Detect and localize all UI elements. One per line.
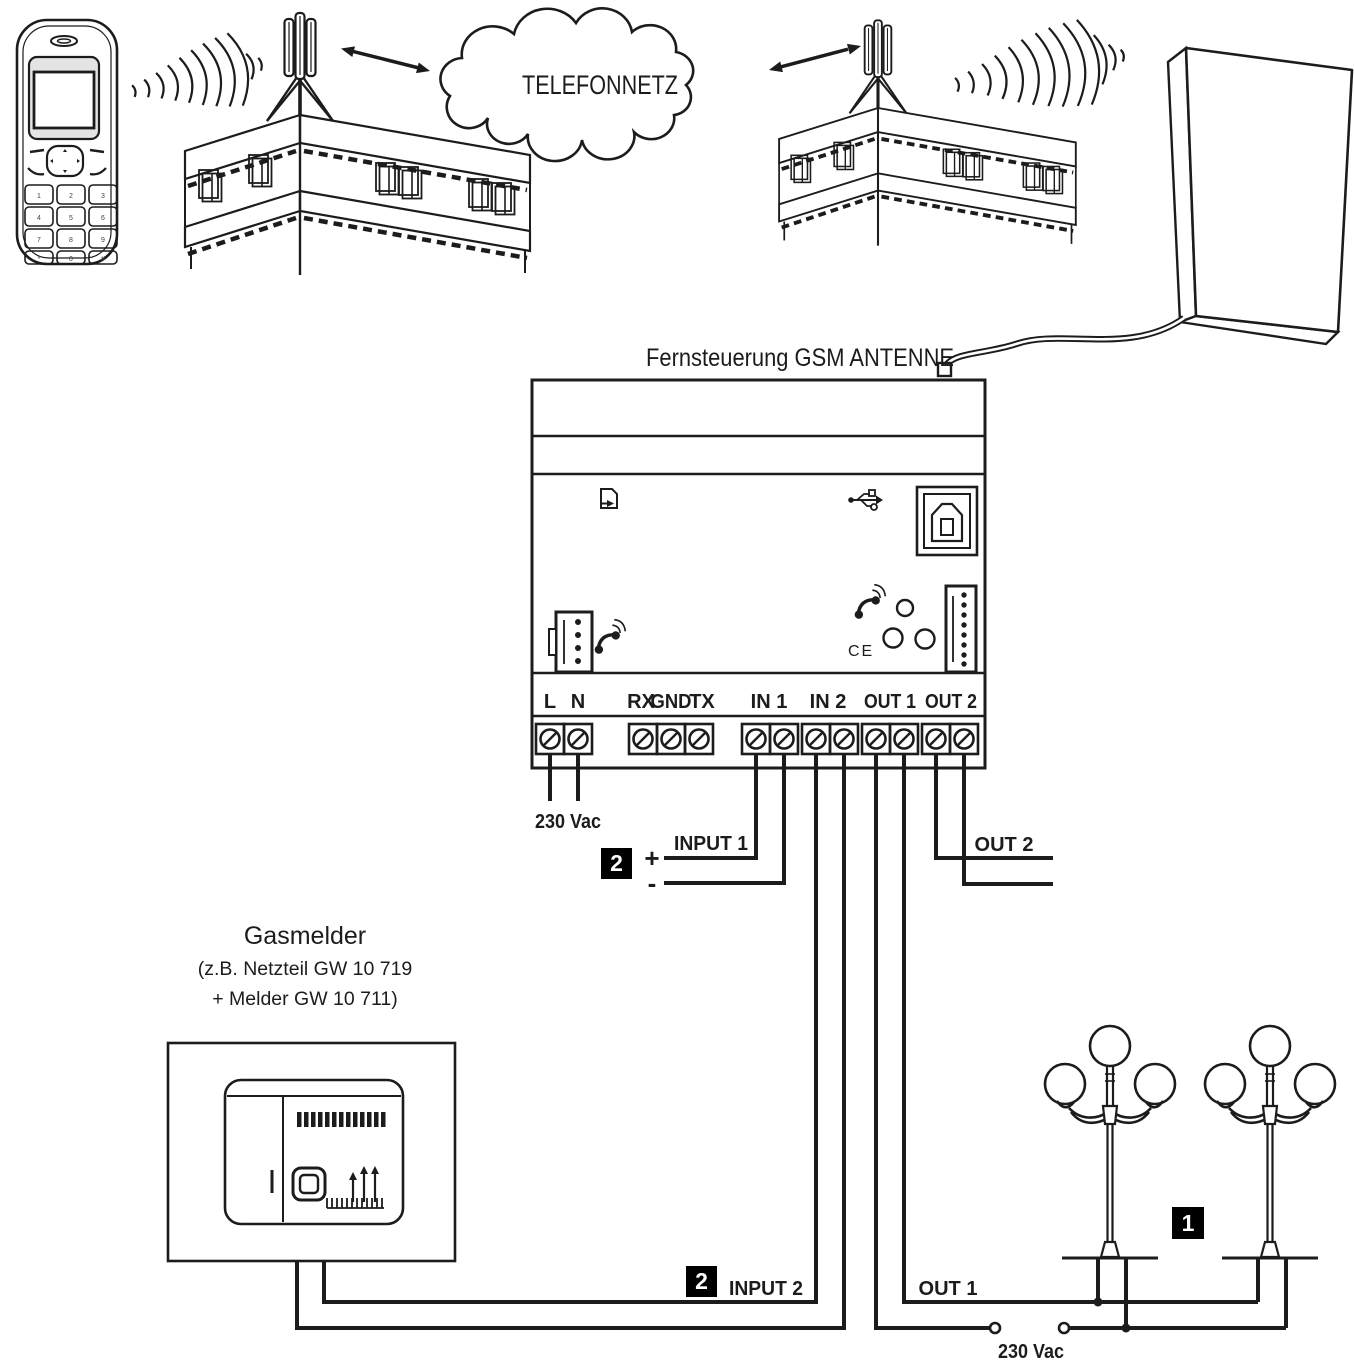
cloud-label: TELEFONNETZ	[522, 70, 678, 100]
arrow-left-cloud	[341, 46, 430, 73]
terminal-label-in1: IN 1	[750, 691, 788, 713]
out1-label: OUT 1	[918, 1278, 978, 1300]
mains-label-top: 230 Vac	[535, 811, 601, 833]
mains-contact	[990, 1323, 1000, 1333]
input1-minus-sign: -	[647, 868, 657, 898]
key-label: 3	[101, 193, 105, 200]
key-label: #	[101, 256, 105, 263]
phone-screen	[34, 72, 94, 128]
terminal-label-in2: IN 2	[809, 691, 847, 713]
mains-label-bottom: 230 Vac	[998, 1341, 1064, 1363]
terminal-label-out1: OUT 1	[864, 691, 916, 713]
out2-label: OUT 2	[974, 834, 1034, 856]
key-label: 5	[69, 215, 73, 222]
badge-input2-number: 2	[695, 1268, 708, 1294]
terminal-label-rx: RX	[627, 691, 655, 713]
badge-lamps-number: 1	[1181, 1210, 1195, 1236]
wire-out1-a	[904, 755, 1258, 1302]
badge-input1-number: 2	[610, 850, 623, 876]
radio-waves-left	[126, 28, 270, 128]
radio-waves-right	[949, 13, 1131, 127]
connector-8pin	[946, 586, 976, 672]
ce-mark: CE	[848, 643, 875, 660]
connector-4pin	[549, 612, 592, 672]
key-label: 7	[37, 237, 41, 244]
mains-contact	[1059, 1323, 1069, 1333]
wire-out1-b	[876, 755, 990, 1328]
input1-plus-sign: +	[644, 843, 660, 873]
mobile-phone	[17, 20, 117, 264]
street-lamp	[1205, 1026, 1335, 1328]
gas-detector	[168, 922, 455, 1261]
key-label: 0	[69, 256, 73, 263]
terminal-label-n: N	[570, 691, 586, 713]
key-label: 2	[69, 193, 73, 200]
key-label: 9	[101, 237, 105, 244]
key-label: 8	[69, 237, 73, 244]
gas-detector-subtitle2: + Melder GW 10 711)	[212, 988, 398, 1010]
terminal-label-out2: OUT 2	[925, 691, 977, 713]
gsm-control-unit	[532, 380, 985, 768]
badge-input2	[686, 1266, 717, 1297]
input2-label: INPUT 2	[729, 1278, 803, 1300]
gas-detector-unit	[225, 1080, 403, 1224]
wire-out2-b	[964, 755, 1053, 884]
input1-label: INPUT 1	[674, 833, 748, 855]
key-label: 4	[37, 215, 41, 222]
gas-detector-title: Gasmelder	[243, 922, 367, 950]
arrow-cloud-right	[769, 44, 861, 72]
terminal-label-tx: TX	[689, 691, 715, 713]
gas-detector-subtitle1: (z.B. Netzteil GW 10 719	[197, 958, 413, 980]
device-title: Fernsteuerung GSM ANTENNE	[646, 344, 954, 372]
badge-lamps	[1172, 1207, 1204, 1239]
key-label: 1	[37, 193, 41, 200]
telephone-network-cloud	[440, 8, 693, 161]
key-label: 6	[101, 215, 105, 222]
terminal-label-l: L	[543, 691, 557, 713]
gsm-antenna-box	[1168, 48, 1352, 344]
antenna-cable	[938, 318, 1184, 376]
street-lamp	[1045, 1026, 1175, 1328]
terminal-label-gnd: GND	[650, 691, 692, 713]
wire-input1-minus	[664, 755, 784, 883]
badge-input1	[601, 848, 632, 879]
key-label: *	[37, 256, 41, 263]
